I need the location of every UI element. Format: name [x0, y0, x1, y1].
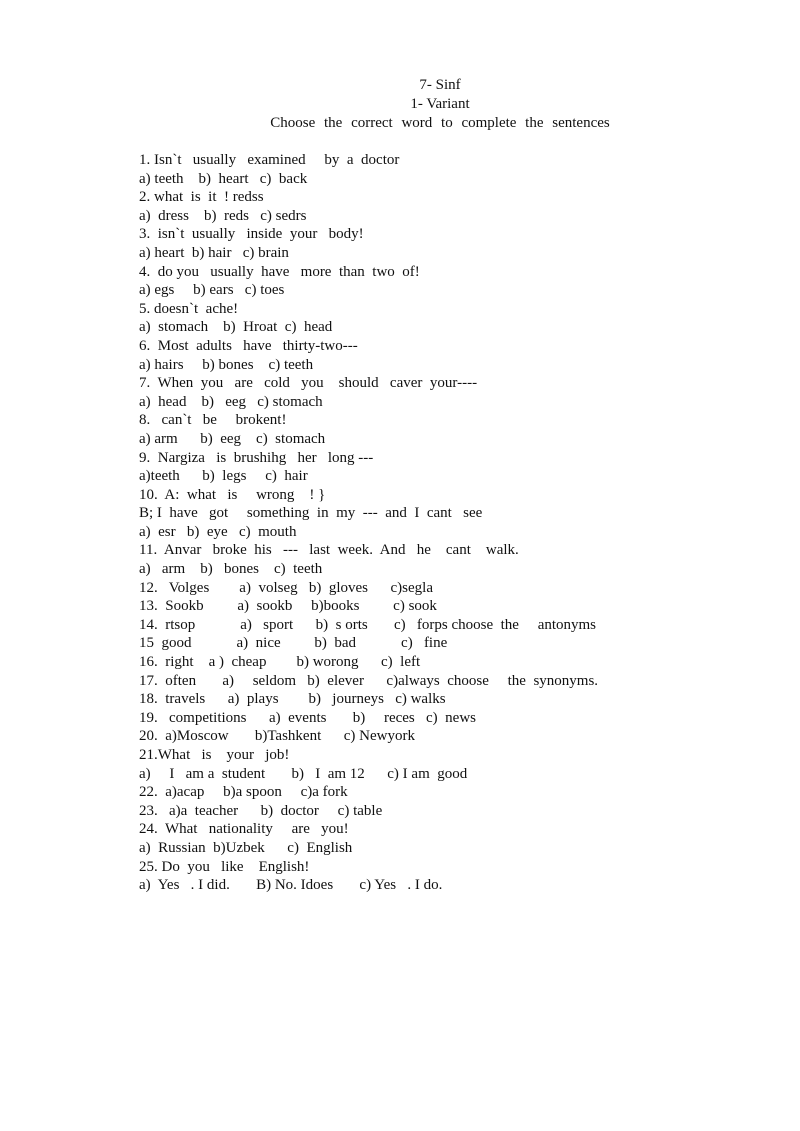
- worksheet-line: 20. a)Moscow b)Tashkent c) Newyork: [139, 728, 415, 745]
- worksheet-line: 15 good a) nice b) bad c) fine: [139, 635, 448, 652]
- worksheet-line: 11. Anvar broke his --- last week. And he cant walk.: [139, 542, 519, 559]
- worksheet-line: 21.What is your job!: [139, 747, 290, 763]
- instruction-heading: Choose the correct word to complete the sentences: [270, 115, 610, 131]
- worksheet-line: 2. what is it ! redss: [139, 189, 264, 206]
- worksheet-line: a) I am a student b) I am 12 c) I am good: [139, 765, 468, 782]
- worksheet-line: a)teeth b) legs c) hair: [139, 468, 308, 485]
- worksheet-line: 6. Most adults have thirty-two---: [139, 337, 358, 354]
- worksheet-line: a) heart b) hair c) brain: [139, 244, 289, 261]
- worksheet-line: a) egs b) ears c) toes: [139, 282, 285, 299]
- worksheet-line: a) head b) eeg c) stomach: [139, 393, 323, 410]
- worksheet-line: B; I have got something in my --- and I cant see: [139, 505, 483, 522]
- worksheet-line: 23. a)a teacher b) doctor c) table: [139, 802, 383, 819]
- worksheet-line: 25. Do you like English!: [139, 858, 310, 875]
- worksheet-line: a) Yes . I did. B) No. Idoes c) Yes . I do.: [139, 877, 443, 894]
- worksheet-line: 16. right a ) cheap b) worong c) left: [139, 654, 421, 671]
- worksheet-line: 13. Sookb a) sookb b)books c) sook: [139, 598, 437, 615]
- worksheet-line: 22. a)acap b)a spoon c)a fork: [139, 784, 348, 801]
- worksheet-line: 4. do you usually have more than two of!: [139, 263, 420, 280]
- question-list: [139, 151, 789, 895]
- worksheet-line: 7. When you are cold you should caver your----: [139, 375, 478, 392]
- worksheet-line: a) teeth b) heart c) back: [139, 170, 308, 187]
- worksheet-line: 3. isn`t usually inside your body!: [139, 226, 364, 243]
- worksheet-line: 17. often a) seldom b) elever c)always choose the synonyms.: [139, 672, 599, 689]
- worksheet-line: a) hairs b) bones c) teeth: [139, 356, 314, 373]
- worksheet-line: 18. travels a) plays b) journeys c) walks: [139, 691, 446, 708]
- worksheet-line: 10. A: what is wrong ! }: [139, 486, 326, 503]
- worksheet-line: 1. Isn`t usually examined by a doctor: [139, 152, 400, 168]
- worksheet-line: a) stomach b) Hroat c) head: [139, 319, 333, 336]
- worksheet-line: a) Russian b)Uzbek c) English: [139, 839, 353, 856]
- worksheet-line: 5. doesn`t ache!: [139, 300, 239, 317]
- worksheet-line: 19. competitions a) events b) reces c) news: [139, 709, 476, 726]
- worksheet-line: 24. What nationality are you!: [139, 821, 349, 838]
- worksheet-line: 9. Nargiza is brushihg her long ---: [139, 449, 374, 466]
- grade-heading: 7- Sinf: [419, 77, 461, 93]
- worksheet-line: a) esr b) eye c) mouth: [139, 523, 297, 540]
- variant-heading: 1- Variant: [410, 96, 470, 112]
- worksheet-line: 12. Volges a) volseg b) gloves c)segla: [139, 579, 433, 596]
- worksheet-line: a) arm b) eeg c) stomach: [139, 430, 326, 447]
- worksheet-line: 8. can`t be brokent!: [139, 412, 287, 429]
- worksheet-line: a) arm b) bones c) teeth: [139, 561, 323, 578]
- worksheet-line: a) dress b) reds c) sedrs: [139, 207, 307, 224]
- worksheet-line: 14. rtsop a) sport b) s orts c) forps choose the antonyms: [139, 616, 597, 633]
